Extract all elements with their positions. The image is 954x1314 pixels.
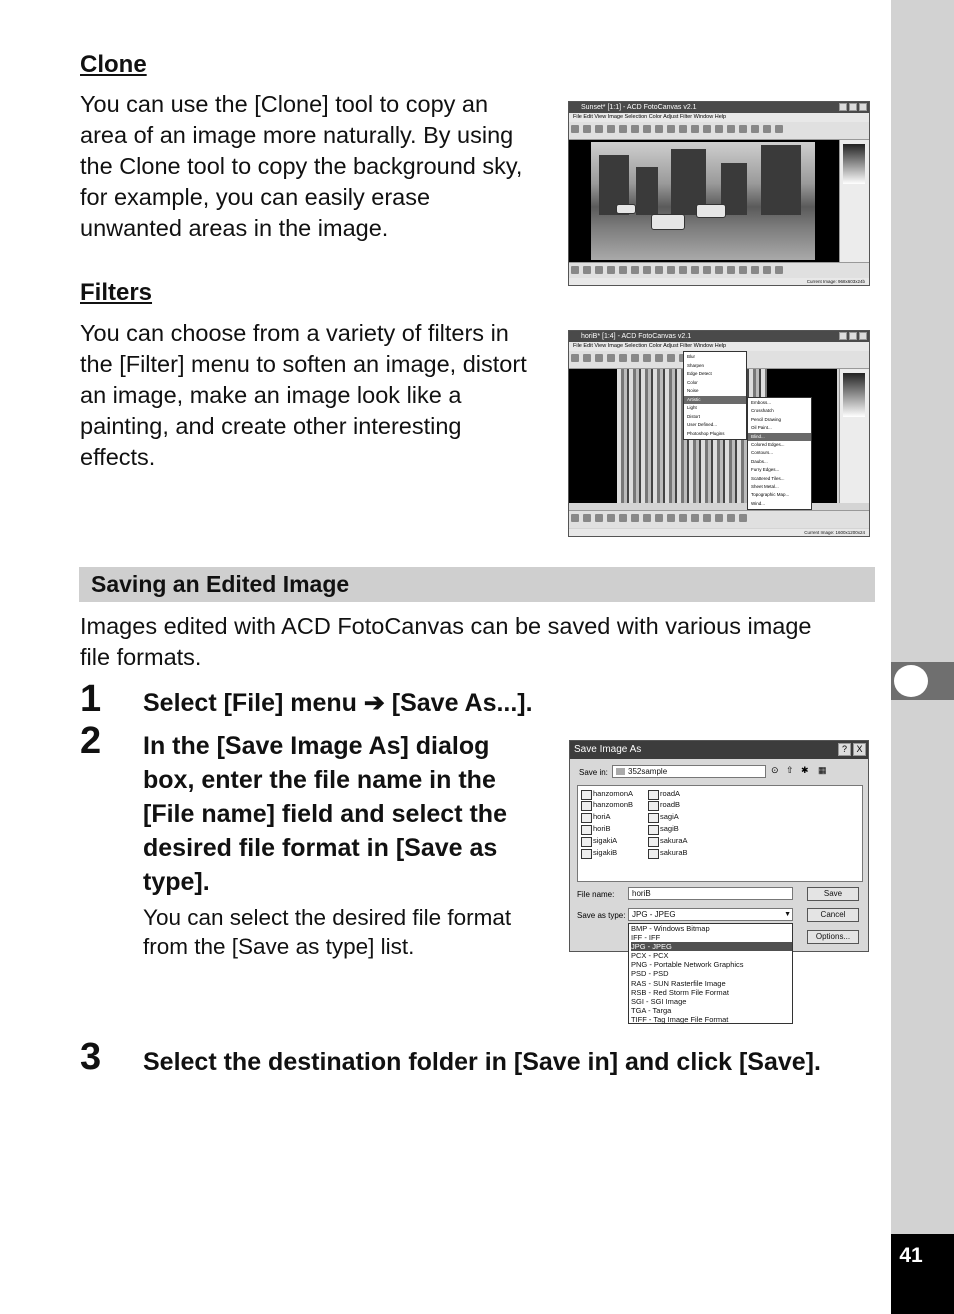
help-icon[interactable] bbox=[775, 125, 783, 133]
line-icon[interactable] bbox=[679, 514, 687, 522]
type-option[interactable]: RSB - Red Storm File Format bbox=[631, 987, 729, 997]
chevron-down-icon[interactable]: ▼ bbox=[784, 911, 791, 918]
type-option[interactable]: SGI - SGI Image bbox=[631, 996, 687, 1006]
step-subtext bbox=[143, 903, 511, 961]
clone-line: the Clone tool to copy the background sky, bbox=[80, 153, 523, 179]
filters-color-panel bbox=[839, 369, 869, 503]
menu-item[interactable]: Distort bbox=[687, 413, 701, 419]
menu-item[interactable]: Photoshop Plugins bbox=[687, 430, 725, 436]
clone-window-title: Sunset* [1:1] - ACD FotoCanvas v2.1 bbox=[581, 104, 697, 111]
polygon-icon[interactable] bbox=[715, 266, 723, 274]
submenu-item[interactable]: Emboss... bbox=[751, 400, 772, 405]
filters-paragraph bbox=[80, 318, 527, 473]
type-option[interactable]: RAS - SUN Rasterfile Image bbox=[631, 978, 726, 988]
save-in-value: 352sample bbox=[628, 767, 668, 776]
section-banner-title: Saving an Edited Image bbox=[91, 571, 350, 597]
maximize-icon[interactable] bbox=[849, 332, 857, 340]
submenu-item[interactable]: Sheet Metal... bbox=[751, 484, 779, 490]
step-number: 3 bbox=[80, 1036, 102, 1078]
close-icon[interactable]: X bbox=[853, 743, 866, 756]
type-option[interactable]: TGA - Targa bbox=[631, 1005, 672, 1015]
open-icon[interactable] bbox=[583, 125, 591, 133]
airbrush-icon[interactable] bbox=[727, 266, 735, 274]
saving-intro-line: file formats. bbox=[80, 644, 202, 670]
type-option[interactable]: PCX - PCX bbox=[631, 951, 669, 961]
close-icon[interactable] bbox=[859, 103, 867, 111]
dialog-title: Save Image As bbox=[574, 744, 642, 755]
step-text: Select [File] menu ➔ [Save As...]. bbox=[143, 689, 533, 717]
back-icon[interactable]: ⊙ bbox=[771, 765, 779, 775]
save-in-select[interactable] bbox=[612, 765, 766, 778]
save-type-label: Save as type: bbox=[577, 911, 626, 920]
auto-levels-icon[interactable] bbox=[751, 125, 759, 133]
undo-icon[interactable] bbox=[655, 125, 663, 133]
clone-image-canvas[interactable] bbox=[569, 140, 839, 262]
file-item[interactable]: roadB bbox=[648, 800, 680, 810]
submenu-item[interactable]: Topographic Map... bbox=[751, 492, 790, 498]
redo-icon[interactable] bbox=[667, 125, 675, 133]
menu-item[interactable]: Sharpen bbox=[687, 362, 705, 368]
pencil-icon[interactable] bbox=[667, 266, 675, 274]
lasso-icon[interactable] bbox=[619, 266, 627, 274]
open-icon[interactable] bbox=[583, 354, 591, 362]
cut-icon[interactable] bbox=[619, 354, 627, 362]
rotate-icon[interactable] bbox=[715, 125, 723, 133]
side-tab-strip bbox=[891, 0, 954, 1314]
filters-statusbar: Current Image: 1600x1200x24 bbox=[569, 529, 869, 536]
clone-paragraph bbox=[80, 89, 522, 244]
submenu-item[interactable]: Crosshatch bbox=[751, 408, 774, 414]
resize-icon[interactable] bbox=[703, 125, 711, 133]
fill-icon[interactable] bbox=[739, 266, 747, 274]
rectangle-icon[interactable] bbox=[691, 266, 699, 274]
paste-icon[interactable] bbox=[643, 125, 651, 133]
text-icon[interactable] bbox=[763, 266, 771, 274]
new-icon[interactable] bbox=[571, 125, 579, 133]
filters-line: an image, make an image look like a bbox=[80, 382, 462, 408]
type-option[interactable]: IFF - IFF bbox=[631, 933, 661, 943]
filters-menubar[interactable]: File Edit View Image Selection Color Adjust Filter Window Help bbox=[569, 342, 869, 351]
filter-menu-dropdown bbox=[683, 351, 747, 440]
file-item[interactable]: sakuraA bbox=[648, 836, 688, 846]
folder-icon bbox=[616, 768, 625, 775]
lasso-icon[interactable] bbox=[619, 514, 627, 522]
menu-item[interactable]: User Defined... bbox=[687, 422, 718, 427]
save-image-as-dialog bbox=[569, 740, 869, 952]
filters-tools-bar bbox=[569, 510, 869, 528]
file-list[interactable] bbox=[577, 785, 863, 882]
levels-icon[interactable] bbox=[739, 125, 747, 133]
save-icon[interactable] bbox=[595, 354, 603, 362]
new-folder-icon[interactable]: ✱ bbox=[801, 765, 809, 775]
copy-icon[interactable] bbox=[631, 354, 639, 362]
pan-icon[interactable] bbox=[571, 514, 579, 522]
rectangle-icon[interactable] bbox=[691, 514, 699, 522]
step-number: 1 bbox=[80, 678, 102, 720]
file-name-label: File name: bbox=[577, 890, 615, 899]
file-item[interactable]: horiB bbox=[581, 824, 611, 834]
zoom-in-icon[interactable] bbox=[655, 354, 663, 362]
zoom-in-icon[interactable] bbox=[691, 125, 699, 133]
clone-line: You can use the [Clone] tool to copy an bbox=[80, 91, 489, 117]
options-button[interactable]: Options... bbox=[807, 930, 859, 944]
pencil-icon[interactable] bbox=[667, 514, 675, 522]
submenu-item[interactable]: Colored Edges... bbox=[751, 442, 785, 448]
menu-item[interactable]: Blur bbox=[687, 354, 696, 359]
type-option-selected[interactable]: JPG - JPEG bbox=[631, 942, 792, 951]
menu-item[interactable]: Light bbox=[687, 405, 697, 410]
clone-heading: Clone bbox=[80, 51, 147, 78]
file-item[interactable]: horiA bbox=[581, 812, 611, 822]
mover-icon[interactable] bbox=[643, 266, 651, 274]
dialog-titlebar bbox=[570, 741, 868, 759]
up-folder-icon[interactable]: ⇧ bbox=[786, 765, 794, 775]
chapter-tab-circle bbox=[894, 665, 928, 697]
filters-line: You can choose from a variety of filters in bbox=[80, 320, 509, 346]
save-icon[interactable] bbox=[595, 125, 603, 133]
saving-intro-line: Images edited with ACD FotoCanvas can be saved with various image bbox=[80, 613, 812, 639]
step-line: In the [Save Image As] dialog bbox=[143, 732, 490, 760]
page-number: 41 bbox=[899, 1244, 923, 1267]
acdsee-icon[interactable] bbox=[763, 125, 771, 133]
crop-icon[interactable] bbox=[583, 266, 591, 274]
step-line: [File name] field and select the bbox=[143, 800, 507, 828]
clone-toolbar bbox=[569, 122, 869, 140]
type-option[interactable]: TIFF - Tag Image File Format bbox=[631, 1014, 729, 1024]
submenu-item[interactable]: Pencil Drawing bbox=[751, 416, 782, 422]
submenu-item[interactable]: Contours... bbox=[751, 450, 774, 456]
maximize-icon[interactable] bbox=[849, 103, 857, 111]
minimize-icon[interactable] bbox=[839, 332, 847, 340]
step-subline: You can select the desired file format bbox=[143, 905, 512, 930]
eyedropper-icon[interactable] bbox=[655, 266, 663, 274]
submenu-item-selected[interactable]: Blind... bbox=[748, 433, 811, 441]
select-icon[interactable] bbox=[607, 266, 615, 274]
file-item[interactable]: hanzomonB bbox=[581, 800, 633, 810]
saving-intro bbox=[80, 611, 811, 673]
minimize-icon[interactable] bbox=[839, 103, 847, 111]
street-photo bbox=[591, 142, 815, 260]
print-icon[interactable] bbox=[607, 125, 615, 133]
submenu-item[interactable]: Furry Edges... bbox=[751, 467, 780, 473]
zoom-icon[interactable] bbox=[595, 514, 603, 522]
airbrush-icon[interactable] bbox=[727, 514, 735, 522]
ellipse-icon[interactable] bbox=[703, 266, 711, 274]
filters-line: effects. bbox=[80, 444, 156, 470]
step-number: 2 bbox=[80, 720, 102, 762]
filters-line: painting, and create other interesting bbox=[80, 413, 462, 439]
filters-window-titlebar bbox=[569, 331, 869, 342]
filters-heading: Filters bbox=[80, 279, 153, 306]
clone-statusbar: Current Image: 968x603x24b bbox=[569, 278, 869, 285]
pan-icon[interactable] bbox=[571, 266, 579, 274]
polygon-icon[interactable] bbox=[715, 514, 723, 522]
step-text bbox=[143, 729, 507, 899]
crop-icon[interactable] bbox=[583, 514, 591, 522]
clone-color-panel bbox=[839, 140, 869, 262]
file-item[interactable]: sigakiB bbox=[581, 848, 617, 858]
artistic-submenu bbox=[747, 397, 812, 510]
close-icon[interactable] bbox=[859, 332, 867, 340]
clone-menubar[interactable]: File Edit View Image Selection Color Adjust Filter Window Help bbox=[569, 113, 869, 122]
clone-line: for example, you can easily erase bbox=[80, 184, 431, 210]
ellipse-icon[interactable] bbox=[703, 514, 711, 522]
save-type-dropdown-list bbox=[628, 923, 793, 1024]
print-icon[interactable] bbox=[607, 354, 615, 362]
line-icon[interactable] bbox=[679, 266, 687, 274]
zoom-out-icon[interactable] bbox=[679, 125, 687, 133]
cut-icon[interactable] bbox=[619, 125, 627, 133]
menu-item[interactable]: Edge Detect bbox=[687, 371, 712, 376]
filters-window-title: horiB* [1:4] - ACD FotoCanvas v2.1 bbox=[581, 333, 692, 340]
copy-icon[interactable] bbox=[631, 125, 639, 133]
file-item[interactable]: sagiB bbox=[648, 824, 679, 834]
file-item[interactable]: sakuraB bbox=[648, 848, 688, 858]
step-line: desired file format in [Save as bbox=[143, 834, 498, 862]
file-name-input[interactable]: horiB bbox=[628, 887, 793, 900]
submenu-item[interactable]: Oil Paint... bbox=[751, 425, 772, 431]
type-option[interactable]: PSD - PSD bbox=[631, 969, 669, 979]
submenu-item[interactable]: Scattered Tiles... bbox=[751, 475, 785, 481]
step-line: type]. bbox=[143, 868, 210, 896]
view-menu-icon[interactable]: ▦ bbox=[818, 765, 827, 775]
file-item[interactable]: hanzomonA bbox=[581, 789, 633, 799]
eyedropper-icon[interactable] bbox=[655, 514, 663, 522]
step-text: Select the destination folder in [Save in] and click [Save]. bbox=[143, 1048, 821, 1076]
save-type-select[interactable] bbox=[628, 908, 793, 921]
clone-line: unwanted areas in the image. bbox=[80, 215, 389, 241]
cancel-button[interactable]: Cancel bbox=[807, 908, 859, 922]
redeye-icon[interactable] bbox=[775, 266, 783, 274]
file-item[interactable]: sigakiA bbox=[581, 836, 617, 846]
resize-icon[interactable] bbox=[667, 354, 675, 362]
submenu-item[interactable]: Wind... bbox=[751, 500, 766, 506]
section-banner bbox=[79, 567, 875, 602]
save-type-value: JPG - JPEG bbox=[632, 910, 676, 919]
type-option[interactable]: BMP - Windows Bitmap bbox=[631, 924, 710, 933]
file-item[interactable]: roadA bbox=[648, 789, 680, 799]
zoom-icon[interactable] bbox=[595, 266, 603, 274]
flip-icon[interactable] bbox=[727, 125, 735, 133]
menu-item[interactable]: Noise bbox=[687, 388, 699, 393]
file-item[interactable]: sagiA bbox=[648, 812, 679, 822]
fill-icon[interactable] bbox=[739, 514, 747, 522]
magic-wand-icon[interactable] bbox=[631, 266, 639, 274]
filters-screenshot bbox=[568, 330, 870, 537]
menu-item-selected[interactable]: Artistic bbox=[684, 396, 746, 405]
clone-line: area of an image more naturally. By using bbox=[80, 122, 514, 148]
menu-item[interactable]: Color bbox=[687, 379, 698, 385]
submenu-item[interactable]: Daubs... bbox=[751, 458, 768, 464]
step-line: box, enter the file name in the bbox=[143, 766, 496, 794]
save-in-label: Save in: bbox=[579, 768, 608, 777]
clone-screenshot bbox=[568, 101, 870, 286]
select-icon[interactable] bbox=[607, 514, 615, 522]
paste-icon[interactable] bbox=[643, 354, 651, 362]
step-subline: from the [Save as type] list. bbox=[143, 934, 415, 959]
save-button[interactable]: Save bbox=[807, 887, 859, 901]
new-icon[interactable] bbox=[571, 354, 579, 362]
clone-icon[interactable] bbox=[751, 266, 759, 274]
mover-icon[interactable] bbox=[643, 514, 651, 522]
type-option[interactable]: PNG - Portable Network Graphics bbox=[631, 960, 744, 970]
help-icon[interactable]: ? bbox=[838, 743, 851, 756]
clone-window-titlebar bbox=[569, 102, 869, 113]
filters-line: the [Filter] menu to soften an image, distort bbox=[80, 351, 527, 377]
magic-wand-icon[interactable] bbox=[631, 514, 639, 522]
